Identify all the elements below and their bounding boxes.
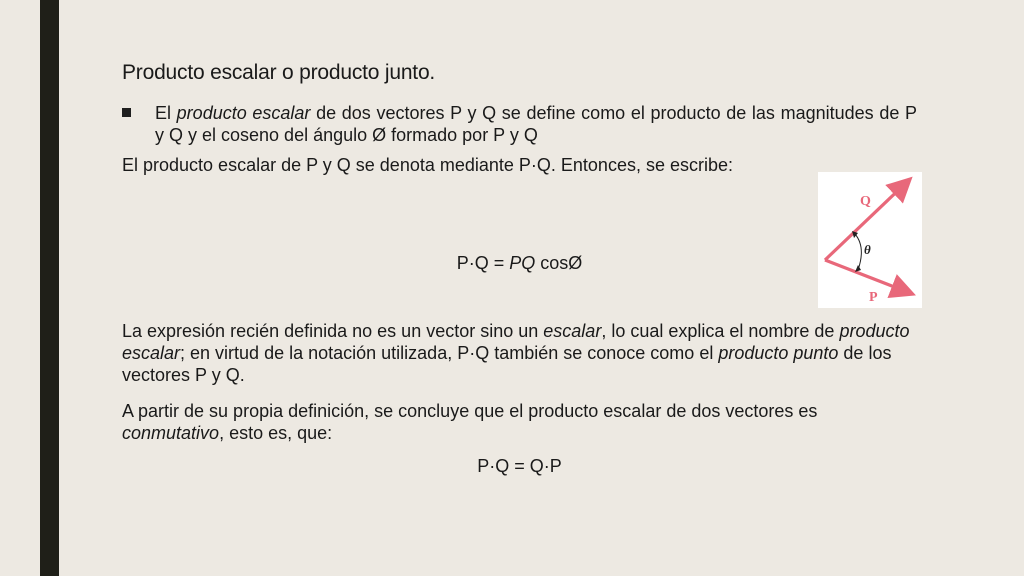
formula1-rhs: cosØ: [535, 253, 583, 273]
slide-title: Producto escalar o producto junto.: [122, 61, 436, 84]
label-p: P: [869, 290, 878, 305]
partir-text-2: conmutativo: [122, 423, 220, 443]
label-q: Q: [860, 194, 871, 209]
partir-text-3: , esto es, que:: [219, 423, 333, 443]
label-theta: θ: [864, 242, 871, 257]
square-bullet-icon: [122, 108, 131, 117]
commutative-formula: P·Q = Q·P: [477, 456, 562, 476]
bullet-text-2: producto escalar: [176, 103, 311, 123]
angle-arrow-bottom-icon: [855, 265, 861, 272]
expresion-paragraph: [122, 320, 917, 386]
definition-bullet: [122, 102, 917, 146]
expresion-text-3: , lo cual explica el nombre de: [601, 321, 840, 341]
vector-p-arrow: [825, 260, 910, 293]
dot-product-formula: [122, 252, 917, 274]
expresion-text-2: escalar: [543, 321, 602, 341]
bullet-text-1: El: [155, 103, 177, 123]
expresion-text-1: La expresión recién definida no es un vector sino un: [122, 321, 544, 341]
vector-diagram-svg: [818, 172, 922, 308]
expresion-text-5: ; en virtud de la notación utilizada, P·Q también se conoce como el: [180, 343, 719, 363]
expresion-text-7: de los vectores P y Q.: [122, 343, 892, 385]
partir-paragraph: [122, 400, 917, 444]
bullet-text-3: de dos vectores P y Q se define como el producto de las magnitudes de P y Q y el coseno del ángulo Ø formado por P y Q: [155, 103, 918, 145]
side-accent-bar: [40, 0, 59, 576]
expresion-text-6: producto punto: [718, 343, 839, 363]
vector-diagram: [818, 172, 922, 308]
formula1-pq: PQ: [509, 253, 536, 273]
slide-content: [122, 58, 918, 476]
formula1-lhs: P·Q =: [456, 253, 510, 273]
angle-arc-icon: [855, 234, 861, 270]
expresion-text-4: producto escalar: [122, 321, 910, 363]
partir-text-1: A partir de su propia definición, se concluye que el producto escalar de dos vectores es: [122, 401, 818, 421]
denota-paragraph: El producto escalar de P y Q se denota mediante P·Q. Entonces, se escribe:: [122, 155, 733, 175]
